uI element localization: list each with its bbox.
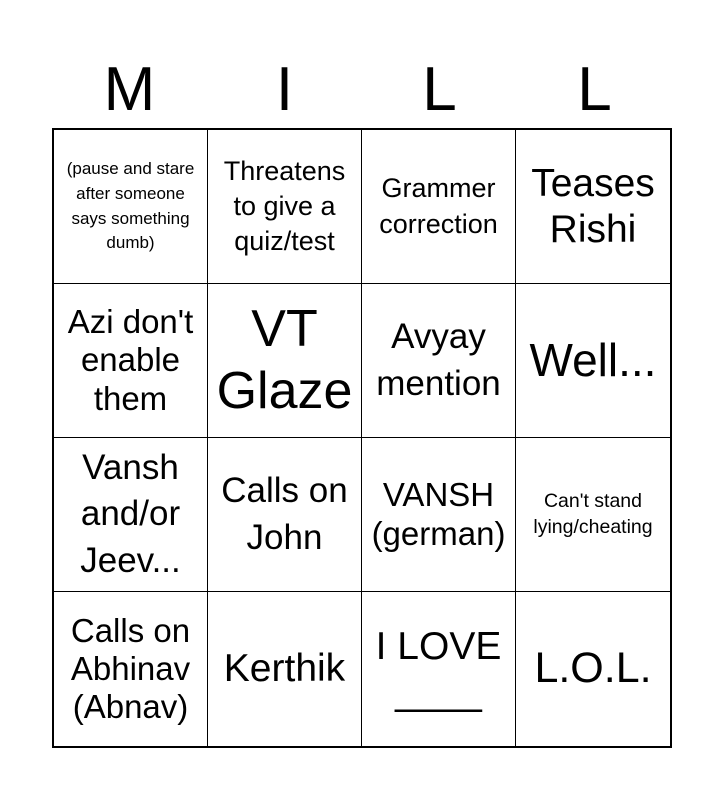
- bingo-cell[interactable]: VT Glaze: [208, 284, 362, 438]
- bingo-cell[interactable]: Azi don't enable them: [54, 284, 208, 438]
- bingo-cell[interactable]: Grammer correction: [362, 130, 516, 284]
- bingo-cell[interactable]: L.O.L.: [534, 644, 652, 693]
- bingo-cell[interactable]: Well...: [516, 284, 670, 438]
- header-letter: L: [577, 55, 612, 124]
- bingo-cell[interactable]: VANSH (german): [362, 438, 516, 592]
- header-letter: L: [422, 55, 457, 124]
- bingo-cell[interactable]: Threatens to give a quiz/test: [208, 130, 362, 284]
- bingo-cell[interactable]: (pause and stare after someone says something dumb): [54, 130, 208, 284]
- bingo-cell[interactable]: Vansh and/or Jeev...: [54, 438, 208, 592]
- header-letter: I: [275, 55, 294, 124]
- bingo-cell[interactable]: Kerthik: [208, 592, 362, 746]
- bingo-header: [52, 52, 672, 128]
- bingo-cell[interactable]: Calls on Abhinav (Abnav): [54, 592, 208, 746]
- bingo-cell[interactable]: Teases Rishi: [516, 130, 670, 284]
- bingo-board: [52, 128, 672, 748]
- bingo-cell[interactable]: Avyay mention: [362, 284, 516, 438]
- header-letter: M: [103, 55, 156, 124]
- bingo-cell[interactable]: I LOVE ____: [362, 592, 516, 746]
- bingo-cell[interactable]: Calls on John: [208, 438, 362, 592]
- bingo-cell[interactable]: Can't stand lying/cheating: [516, 438, 670, 592]
